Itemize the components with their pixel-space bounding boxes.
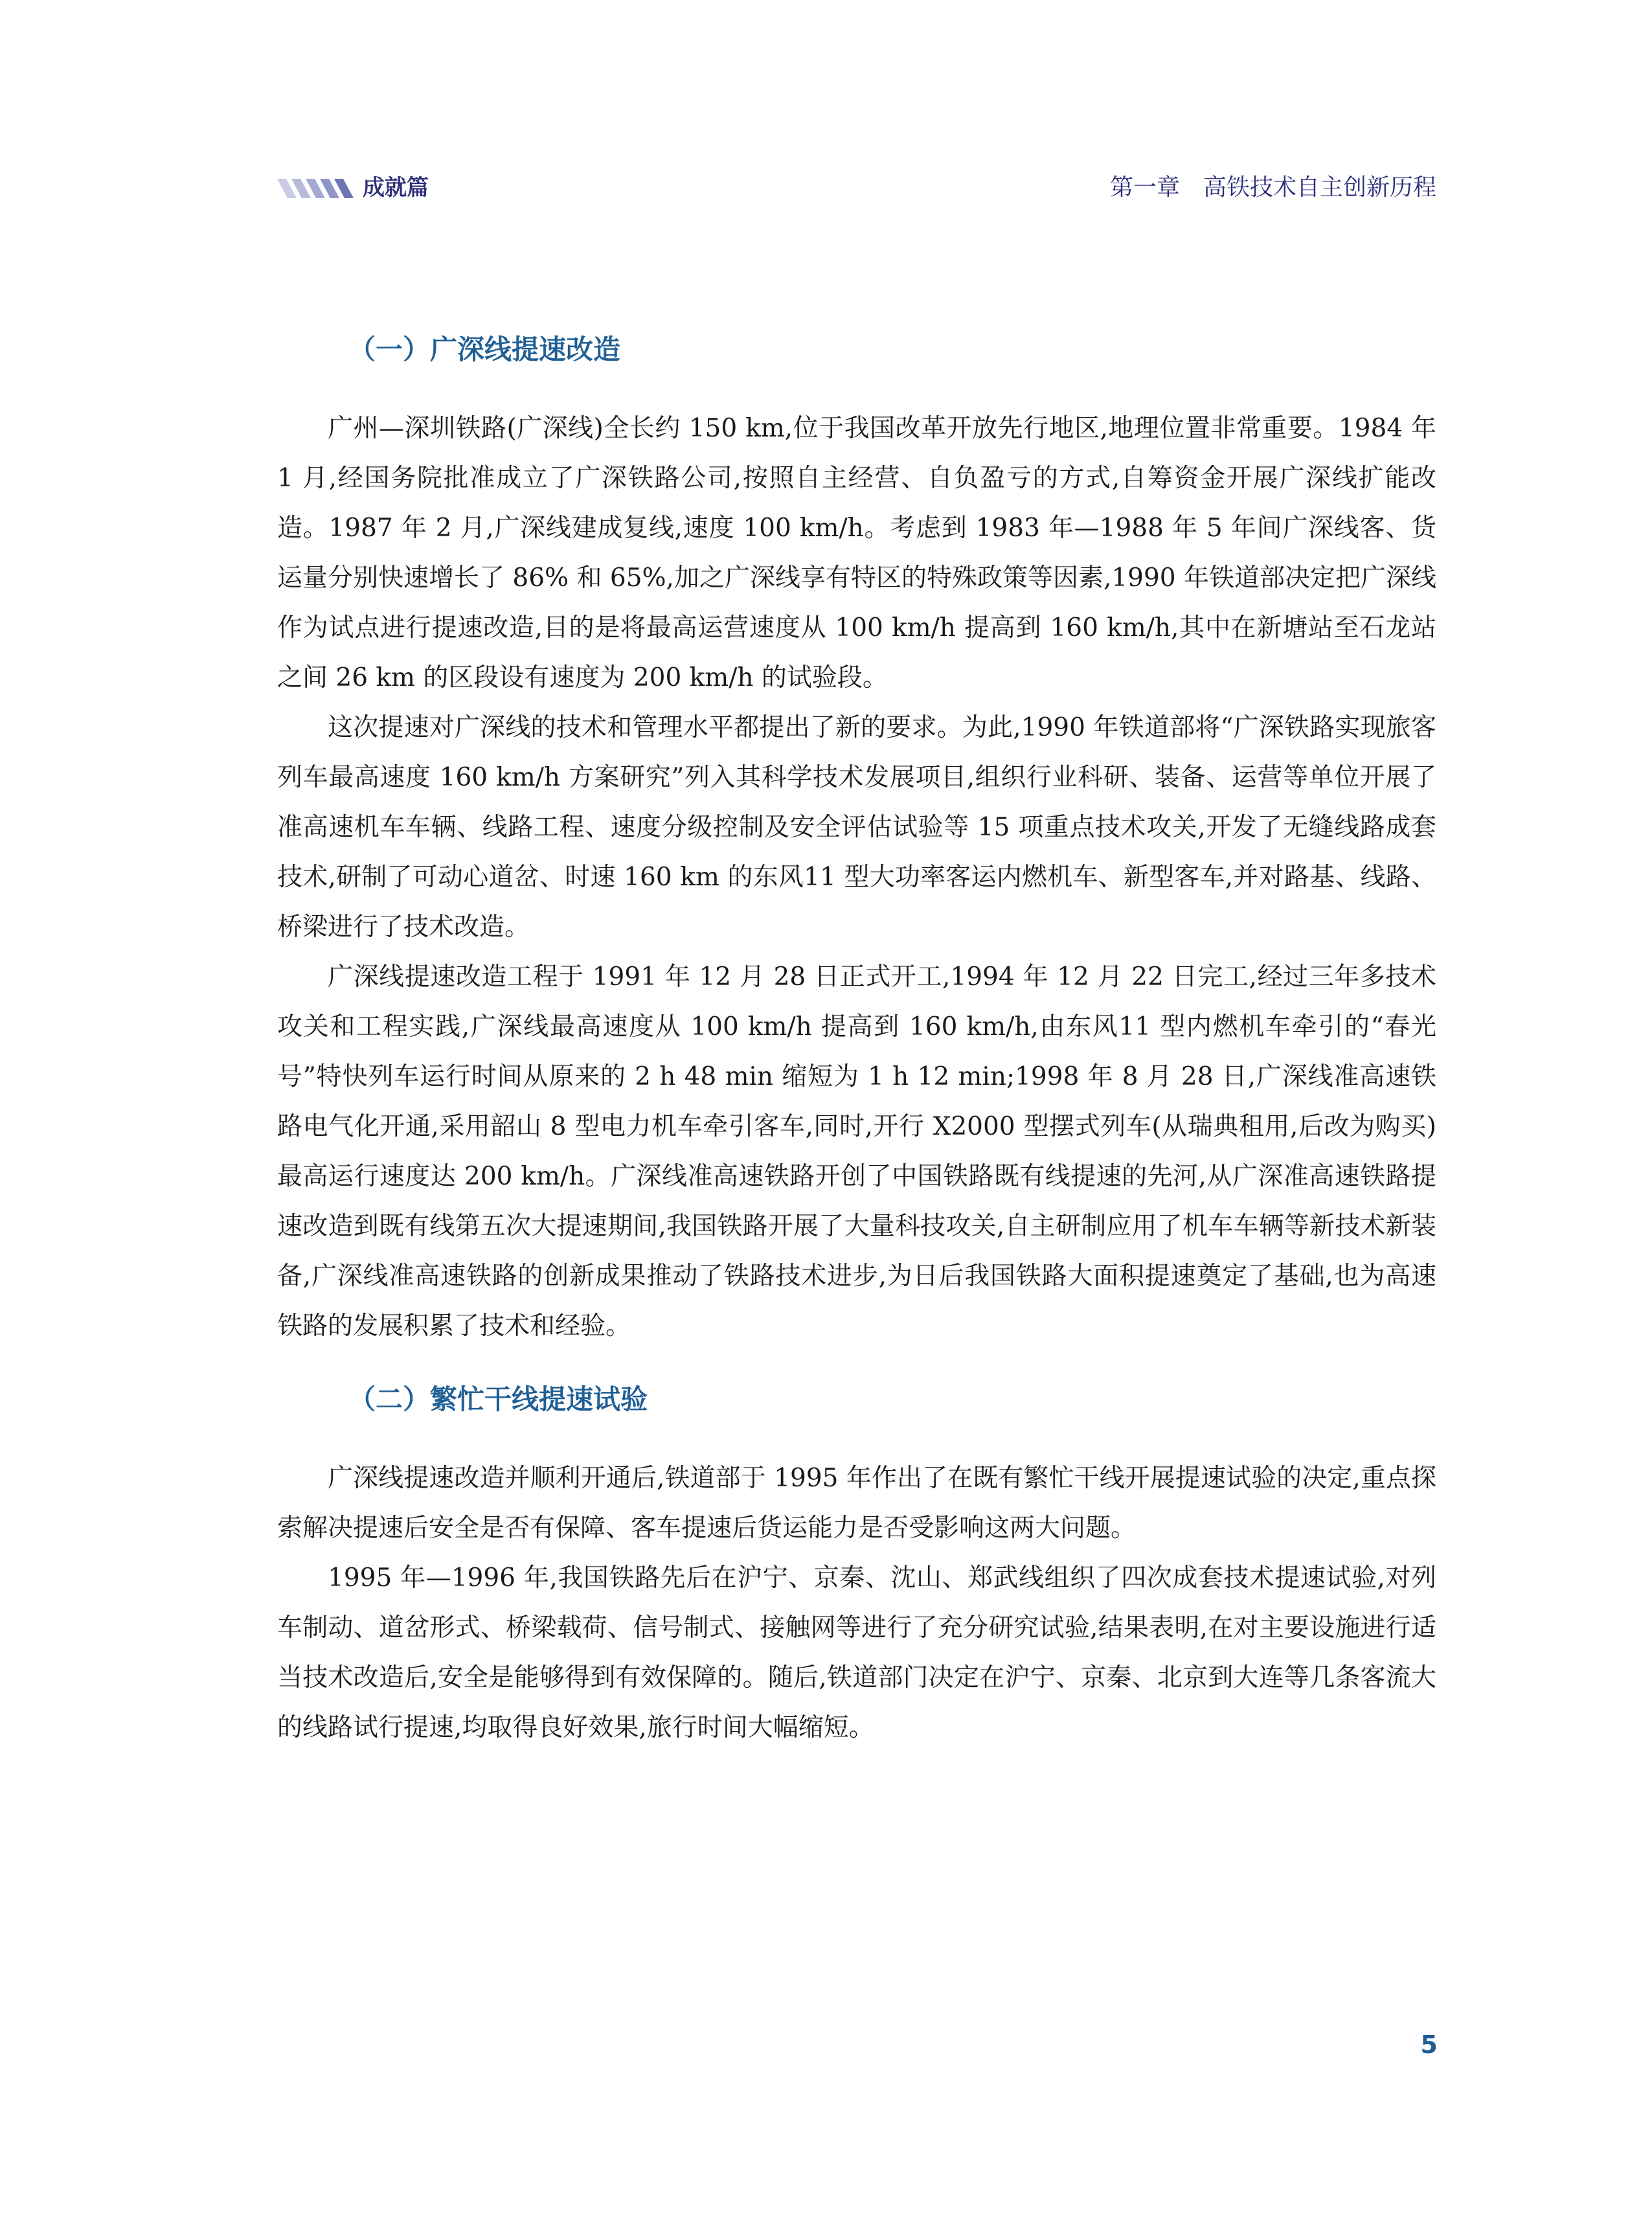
page-body xyxy=(277,321,1436,1753)
paragraph: 1995 年—1996 年,我国铁路先后在沪宁、京秦、沈山、郑武线组织了四次成套技术提速试验,对列车制动、道岔形式、桥梁载荷、信号制式、接触网等进行了充分研究试验,结果表明,在对主要设施进行适当技术改造后,安全是能够得到有效保障的。随后,铁道部门决定在沪宁、京秦、北京到大连等几条客流大的线路试行提速,均取得良好效果,旅行时间大幅缩短。 xyxy=(277,1563,1436,1742)
page-number: 5 xyxy=(1420,2030,1438,2059)
section-heading-2: （二）繁忙干线提速试验 xyxy=(348,1383,648,1415)
paragraph: 这次提速对广深线的技术和管理水平都提出了新的要求。为此,1990 年铁道部将“广深铁路实现旅客列车最高速度 160 km/h 方案研究”列入其科学技术发展项目,组织行业科研、装备、运营等单位开展了准高速机车车辆、线路工程、速度分级控制及安全评估试验等 15 项重点技术攻关,开发了无缝线路成套技术,研制了可动心道岔、时速 160 km 的东风11 型大功率客运内燃机车、新型客车,并对路基、线路、桥梁进行了技术改造。 xyxy=(277,713,1436,942)
header-stripes-icon xyxy=(277,179,355,198)
paragraph: 广深线提速改造工程于 1991 年 12 月 28 日正式开工,1994 年 12 月 22 日完工,经过三年多技术攻关和工程实践,广深线最高速度从 100 km/h 提高到 160 km/h,由东风11 型内燃机车牵引的“春光号”特快列车运行时间从原来的 2 h 48 min 缩短为 1 h 12 min;1998 年 8 月 28 日,广深线准高速铁路电气化开通,采用韶山 8 型电力机车牵引客车,同时,开行 X2000 型摆式列车(从瑞典租用,后改为购买)最高运行速度达 200 km/h。广深线准高速铁路开创了中国铁路既有线提速的先河,从广深准高速铁路提速改造到既有线第五次大提速期间,我国铁路开展了大量科技攻关,自主研制应用了机车车辆等新技术新装备,广深线准高速铁路的创新成果推动了铁路技术进步,为日后我国铁路大面积提速奠定了基础,也为高速铁路的发展积累了技术和经验。 xyxy=(277,962,1436,1341)
running-header xyxy=(277,170,1436,209)
paragraph: 广深线提速改造并顺利开通后,铁道部于 1995 年作出了在既有繁忙干线开展提速试验的决定,重点探索解决提速后安全是否有保障、客车提速后货运能力是否受影响这两大问题。 xyxy=(277,1464,1436,1543)
section-heading-1: （一）广深线提速改造 xyxy=(348,334,621,365)
chapter-title: 第一章 高铁技术自主创新历程 xyxy=(1109,174,1436,201)
paragraph: 广州—深圳铁路(广深线)全长约 150 km,位于我国改革开放先行地区,地理位置非常重要。1984 年 1 月,经国务院批准成立了广深铁路公司,按照自主经营、自负盈亏的方式,自筹资金开展广深线扩能改造。1987 年 2 月,广深线建成复线,速度 100 km/h。考虑到 1983 年—1988 年 5 年间广深线客、货运量分别快速增长了 86% 和 65%,加之广深线享有特区的特殊政策等因素,1990 年铁道部决定把广深线作为试点进行提速改造,目的是将最高运营速度从 100 km/h 提高到 160 km/h,其中在新塘站至石龙站之间 26 km 的区段设有速度为 200 km/h 的试验段。 xyxy=(277,414,1437,692)
book-part-title: 成就篇 xyxy=(363,175,429,201)
